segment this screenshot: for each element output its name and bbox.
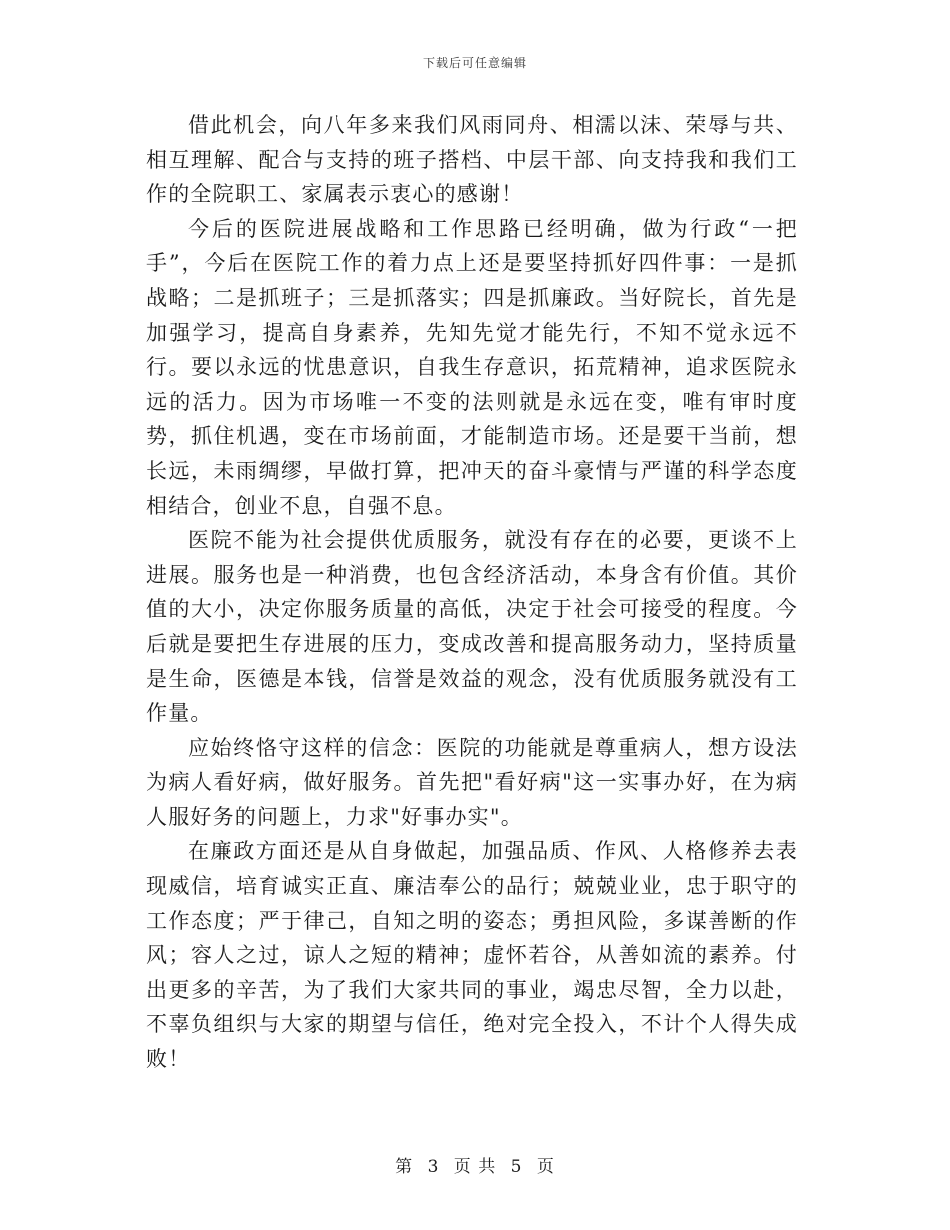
- paragraph-1: 借此机会，向八年多来我们风雨同舟、相濡以沫、荣辱与共、相互理解、配合与支持的班子搭档、中层干部、向支持我和我们工作的全院职工、家属表示衷心的感谢！: [146, 113, 798, 207]
- paragraph-5: 在廉政方面还是从自身做起，加强品质、作风、人格修养去表现威信，培育诚实正直、廉洁奉公的品行；兢兢业业，忠于职守的工作态度；严于律己，自知之明的姿态；勇担风险，多谋善断的作风；容人之过，谅人之短的精神；虚怀若谷，从善如流的素养。付出更多的辛苦，为了我们大家共同的事业，竭忠尽智，全力以赴，不辜负组织与大家的期望与信任，绝对完全投入，不计个人得失成败！: [146, 839, 798, 1072]
- footer-middle: 页 共: [453, 1157, 497, 1177]
- footer-current-page: 3: [427, 1157, 440, 1177]
- document-body: [146, 108, 798, 1077]
- page-footer: [0, 1152, 950, 1177]
- paragraph-3: 医院不能为社会提供优质服务，就没有存在的必要，更谈不上进展。服务也是一种消费，也包含经济活动，本身含有价值。其价值的大小，决定你服务质量的高低，决定于社会可接受的程度。今后就是要把生存进展的压力，变成改善和提高服务动力，坚持质量是生命，医德是本钱，信誉是效益的观念，没有优质服务就没有工作量。: [146, 528, 798, 726]
- footer-prefix: 第: [395, 1157, 414, 1177]
- footer-suffix: 页: [536, 1157, 555, 1177]
- paragraph-2: 今后的医院进展战略和工作思路已经明确，做为行政“一把手”，今后在医院工作的着力点上还是要坚持抓好四件事：一是抓战略；二是抓班子；三是抓落实；四是抓廉政。当好院长，首先是加强学习，提高自身素养，先知先觉才能先行，不知不觉永远不行。要以永远的忧患意识，自我生存意识，拓荒精神，追求医院永远的活力。因为市场唯一不变的法则就是永远在变，唯有审时度势，抓住机遇，变在市场前面，才能制造市场。还是要干当前，想长远，未雨绸缪，早做打算，把冲天的奋斗豪情与严谨的科学态度相结合，创业不息，自强不息。: [146, 216, 798, 518]
- paragraph-4: 应始终恪守这样的信念：医院的功能就是尊重病人，想方设法为病人看好病，做好服务。首先把"看好病"这一实事办好，在为病人服好务的问题上，力求"好事办实"。: [146, 735, 798, 829]
- page-header: 下载后可任意编辑: [422, 56, 527, 70]
- footer-total-pages: 5: [510, 1157, 523, 1177]
